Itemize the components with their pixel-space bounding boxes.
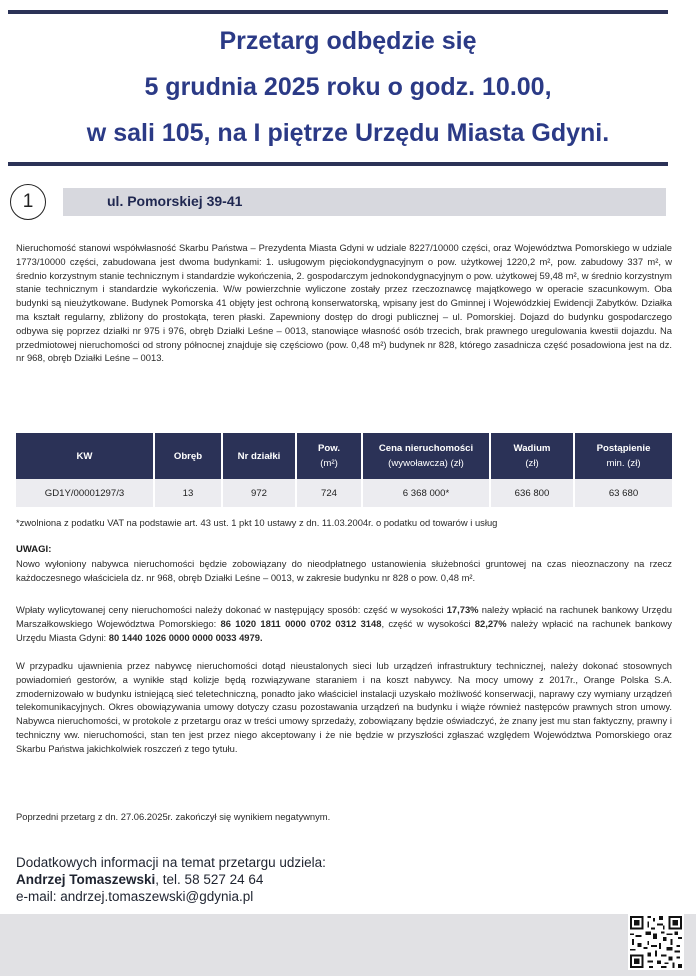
bank-account-2: 80 1440 1026 0000 0000 0033 4979. — [108, 631, 263, 643]
cell-nr-dzialki: 972 — [222, 479, 296, 507]
table-row — [16, 479, 672, 507]
qr-code-icon[interactable] — [628, 914, 684, 970]
cell-postapienie: 63 680 — [574, 479, 672, 507]
cell-pow: 724 — [296, 479, 362, 507]
payment-instructions: Wpłaty wylicytowanej ceny nieruchomości należy dokonać w następujący sposób: część w wysokości 17,73% należy wpłacić na rachunek bankowy Urzędu Marszałkowskiego Województwa Pomorskiego: 86 1020 1811 0000 0702 0312 3148, część w wysokości 82,27% należy wpłacić na rachunek bankowy Urzędu Miasta Gdyni: 80 1440 1026 0000 0000 0033 4979. — [16, 604, 673, 643]
headline-line-3: w sali 105, na I piętrze Urzędu Miasta Gdyni. — [86, 119, 610, 147]
headline-line-2: 5 grudnia 2025 roku o godz. 10.00, — [144, 73, 552, 101]
cell-kw: GD1Y/00001297/3 — [16, 479, 154, 507]
uwagi-text: Nowo wyłoniony nabywca nieruchomości będzie zobowiązany do nieodpłatnego ustanowienia służebności gruntowej na czas nieoznaczony na rzecz każdoczesnego właściciela dz. nr 968, obręb Działki Leśne – 0013, w zakresie budynku nr 828 o pow. 0,48 m². — [16, 558, 672, 583]
headline-line-1: Przetarg odbędzie się — [219, 27, 477, 55]
payment-pct-2: 82,27% — [474, 617, 507, 629]
payment-pct-1: 17,73% — [446, 604, 479, 615]
previous-auction-note: Poprzedni przetarg z dn. 27.06.2025r. zakończył się wynikiem negatywnym. — [16, 811, 331, 822]
property-description: Nieruchomość stanowi współwłasność Skarbu Państwa – Prezydenta Miasta Gdyni w udziale 8227/10000 części, oraz Województwa Pomorskiego w udziale 1773/10000 części, zabudowana jest dwoma budynkami: 1. usługowym pięciokondygnacyjnym o pow. użytkowej 1220,2 m², pow. zabudowy 337 m², w średnio korzystnym stanie technicznym i standardzie wykończenia, 2. gospodarczym jednokondygnacyjnym o pow. użytkowej 59,48 m², w średnio korzystnym stanie technicznym i standardzie wykończenia. W/w powierzchnie wyliczone zostały przez rzeczoznawcę majątkowego w operacie szacunkowym. Oba budynki są nieużytkowane. Budynek Pomorska 41 objęty jest ochroną konserwatorską, wpisany jest do Gminnej i Wojewódzkiej Ewidencji Zabytków. Działka ma kształt regularny, zbliżony do prostokąta, teren płaski. Zapewniony dostęp do drogi publicznej – ul. Pomorskiej. Dojazd do budynku gospodarczego odbywa się poprzez działki nr 975 i 976, obręb Działki Leśne – 0013, stanowiące własność osób trzecich, brak prawnego uregulowania kwestii dojazdu. Na przedmiotowej nieruchomości od strony północnej znajduje się częściowo (pow. 0,48 m²) budynek nr 828, którego zasadnicza część posadowiona jest na dz. nr 968, obręb Działki Leśne – 0013. — [16, 242, 672, 364]
contact-phone: , tel. 58 527 24 64 — [155, 872, 264, 887]
top-rule — [8, 10, 668, 14]
col-nr-dzialki: Nr działki — [222, 433, 296, 479]
section-header — [10, 184, 668, 220]
auction-headline — [0, 18, 696, 156]
col-postapienie: Postąpienie min. (zł) — [574, 433, 672, 479]
uwagi-label: UWAGI: — [16, 544, 52, 555]
col-obreb: Obręb — [154, 433, 222, 479]
contact-intro: Dodatkowych informacji na temat przetargu udziela: — [16, 855, 326, 870]
cell-wadium: 636 800 — [490, 479, 574, 507]
infrastructure-clause: W przypadku ujawnienia przez nabywcę nieruchomości dotąd nieustalonych sieci lub urządzeń infrastruktury technicznej, należy dokonać stosownych powiadomień gestorów, a wynikłe stąd kolizje będą rozwiązywane staraniem i na koszt nabywcy. Na mocy umowy z 2017r., Orange Polska S.A. zmodernizowało w budynku istniejącą sieć teletechniczną, ponadto jako właściciel instalacji uzyskało możliwość konserwacji, naprawy czy wymiany urządzeń telekomunikacyjnych. Okres obowiązywania umowy dotyczy czasu pozostawania urządzeń na budynku i wiąże również następców prawnych stron umowy. Nabywca nieruchomości, w protokole z przetargu oraz w treści umowy sprzedaży, zobowiązany będzie oświadczyć, że znany jest mu stan faktyczny, prawny i techniczny ww. nieruchomości, stan ten jest przez niego akceptowany i że nie będzie w przyszłości zgłaszać względem Województwa Pomorskiego oraz Skarbu Państwa jakichkolwiek roszczeń z tego tytułu. — [16, 660, 672, 754]
contact-person — [16, 871, 326, 888]
bank-account-1: 86 1020 1811 0000 0702 0312 3148 — [220, 617, 382, 629]
section-title-bar — [63, 188, 666, 216]
footer-band — [0, 914, 696, 976]
section-number-badge: 1 — [10, 184, 46, 220]
bottom-rule — [8, 162, 668, 166]
col-pow: Pow. (m²) — [296, 433, 362, 479]
contact-block — [16, 854, 326, 905]
col-kw: KW — [16, 433, 154, 479]
contact-name: Andrzej Tomaszewski — [16, 872, 156, 887]
section-title: ul. Pomorskiej 39-41 — [107, 193, 243, 209]
property-table — [16, 433, 672, 507]
col-cena: Cena nieruchomości (wywoławcza) (zł) — [362, 433, 490, 479]
table-header-row — [16, 433, 672, 479]
contact-email[interactable]: e-mail: andrzej.tomaszewski@gdynia.pl — [16, 889, 254, 904]
col-wadium: Wadium (zł) — [490, 433, 574, 479]
cell-obreb: 13 — [154, 479, 222, 507]
vat-note: *zwolniona z podatku VAT na podstawie art. 43 ust. 1 pkt 10 ustawy z dn. 11.03.2004r. o podatku od towarów i usług — [16, 517, 498, 528]
cell-cena: 6 368 000* — [362, 479, 490, 507]
